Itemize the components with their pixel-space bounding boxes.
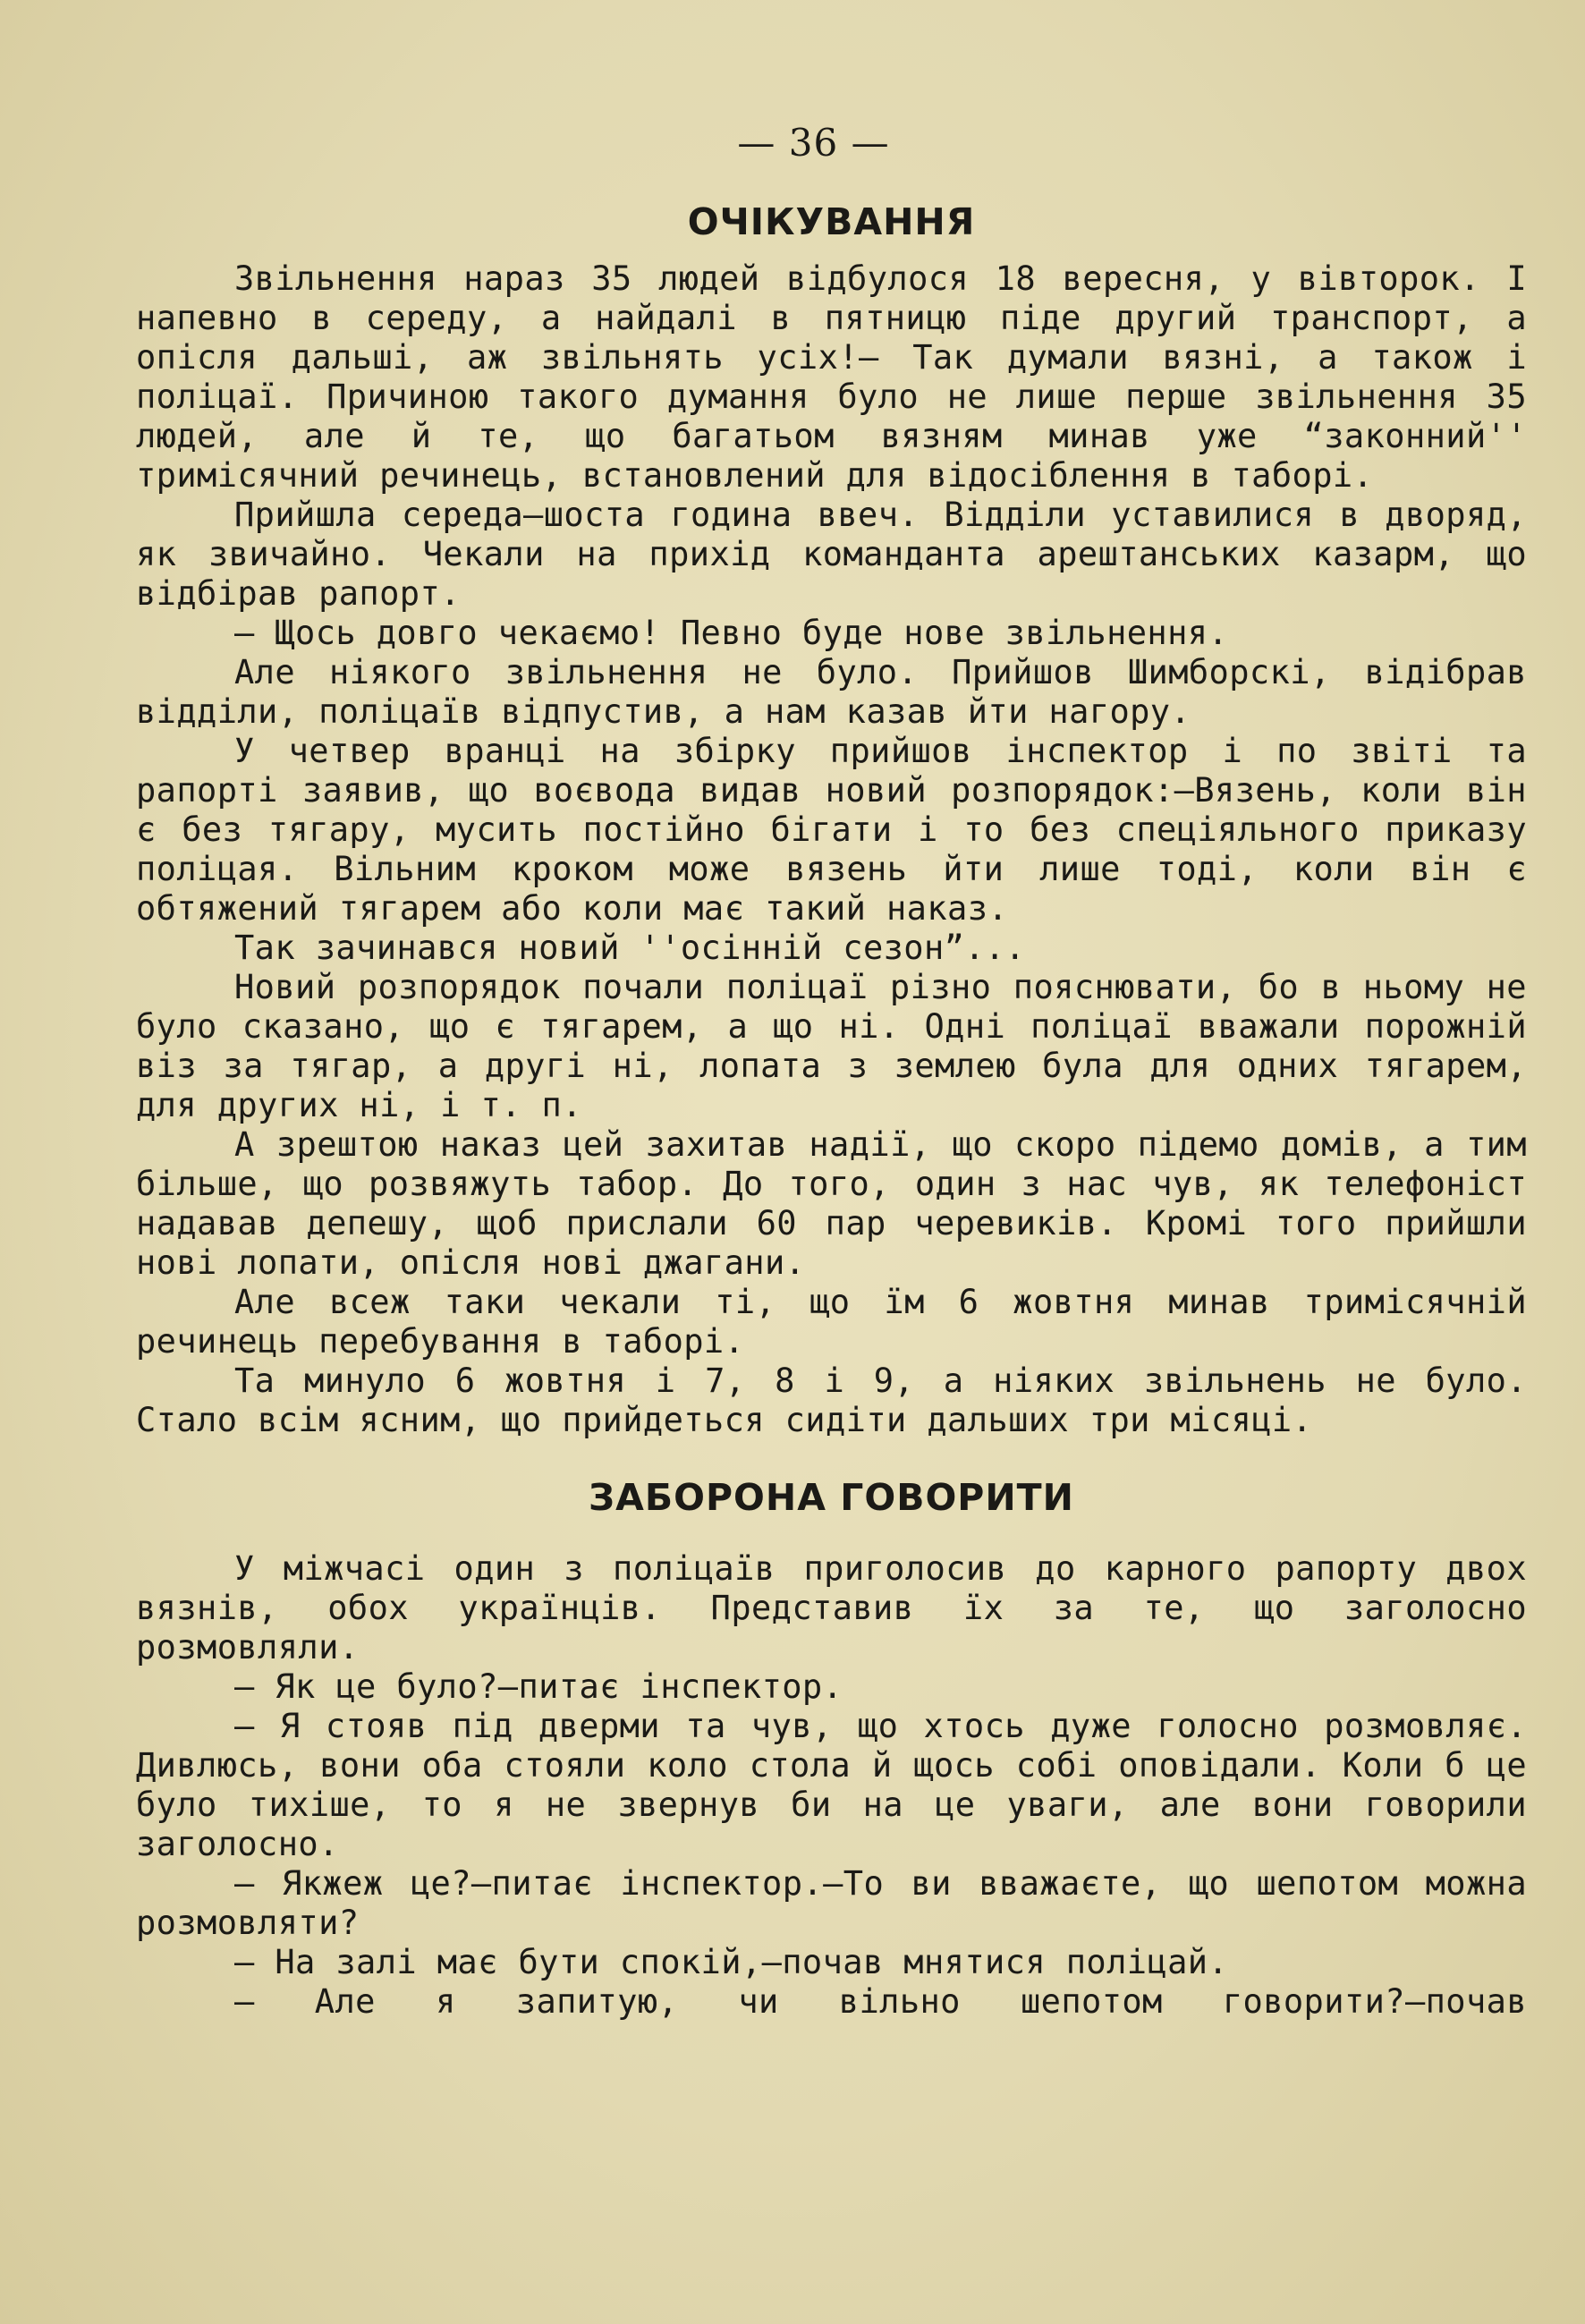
paragraph: — Як це було?—питає інспектор. xyxy=(234,1667,843,1706)
paragraph: Та минуло 6 жовтня і 7, 8 і 9, а ніяких звільнень не було. Стало всім ясним, що прийдеться сидіти дальших три місяці. xyxy=(136,1361,1527,1439)
page-number: — 36 — xyxy=(737,121,890,165)
paragraph: — Я стояв під дверми та чув, що хтось дуже голосно розмовляє. Дивлюсь, вони оба стояли коло стола й щось собі оповідали. Коли б це було тихіше, то я не звернув би на це уваги, але вони говорили заголосно. xyxy=(136,1707,1527,1863)
section-title-ban-on-talking: ЗАБОРОНА ГОВОРИТИ xyxy=(589,1476,1074,1519)
text-column xyxy=(136,116,1527,2022)
paragraph: Але всеж таки чекали ті, що їм 6 жовтня минав тримісячній речинець перебування в таборі. xyxy=(136,1283,1527,1361)
paragraph: Але ніякого звільнення не було. Прийшов Шимборскі, відібрав відділи, поліцаїв відпустив, а нам казав йти нагору. xyxy=(136,653,1527,731)
paragraph: — Але я запитую, чи вільно шепотом говорити?—почав xyxy=(234,1982,1527,2021)
paragraph: У четвер вранці на збірку прийшов інспектор і по звіті та рапорті заявив, що воєвода видав новий розпорядок:—Вязень, коли він є без тягару, мусить постійно бігати і то без спеціяльного приказу поліцая. Вільним кроком може вязень йти лише тоді, коли він є обтяжений тягарем або коли має такий наказ. xyxy=(136,732,1527,928)
paragraph: Так зачинався новий ''осінній сезон”... xyxy=(234,929,1026,967)
paragraph: — На залі має бути спокій,—почав мнятися поліцай. xyxy=(234,1943,1229,1981)
paragraph: У міжчасі один з поліцаїв приголосив до карного рапорту двох вязнів, обох українців. Представив їх за те, що заголосно розмовляли. xyxy=(136,1549,1527,1667)
paragraph: Новий розпорядок почали поліцаї різно пояснювати, бо в ньому не було сказано, що є тягарем, а що ні. Одні поліцаї вважали порожній віз за тягар, а другі ні, лопата з землею була для одних тягарем, для других ні, і т. п. xyxy=(136,968,1527,1124)
paragraph: А зрештою наказ цей захитав надії, що скоро підемо домів, а тим більше, що розвяжуть табор. До того, один з нас чув, як телефоніст надавав депешу, щоб прислали 60 пар черевиків. Кромі того прийшли нові лопати, опісля нові джагани. xyxy=(136,1125,1527,1282)
paragraph: — Щось довго чекаємо! Певно буде нове звільнення. xyxy=(234,614,1229,652)
paragraph: Звільнення нараз 35 людей відбулося 18 вересня, у вівторок. І напевно в середу, а найдалі в пятницю піде другий транспорт, а опісля дальші, аж звільнять усіх!— Так думали вязні, а також і поліцаї. Причиною такого думання було не лише перше звільнення 35 людей, але й те, що багатьом вязням минав уже “законний'' тримісячний речинець, встановлений для відосіблення в таборі. xyxy=(136,259,1527,495)
paragraph: — Якжеж це?—питає інспектор.—То ви вважаєте, що шепотом можна розмовляти? xyxy=(136,1864,1527,1942)
paragraph: Прийшла середа—шоста година ввеч. Відділи уставилися в дворяд, як звичайно. Чекали на прихід команданта арештанських казарм, що відбірав рапорт. xyxy=(136,496,1527,613)
section-title-waiting: ОЧІКУВАННЯ xyxy=(687,200,976,243)
